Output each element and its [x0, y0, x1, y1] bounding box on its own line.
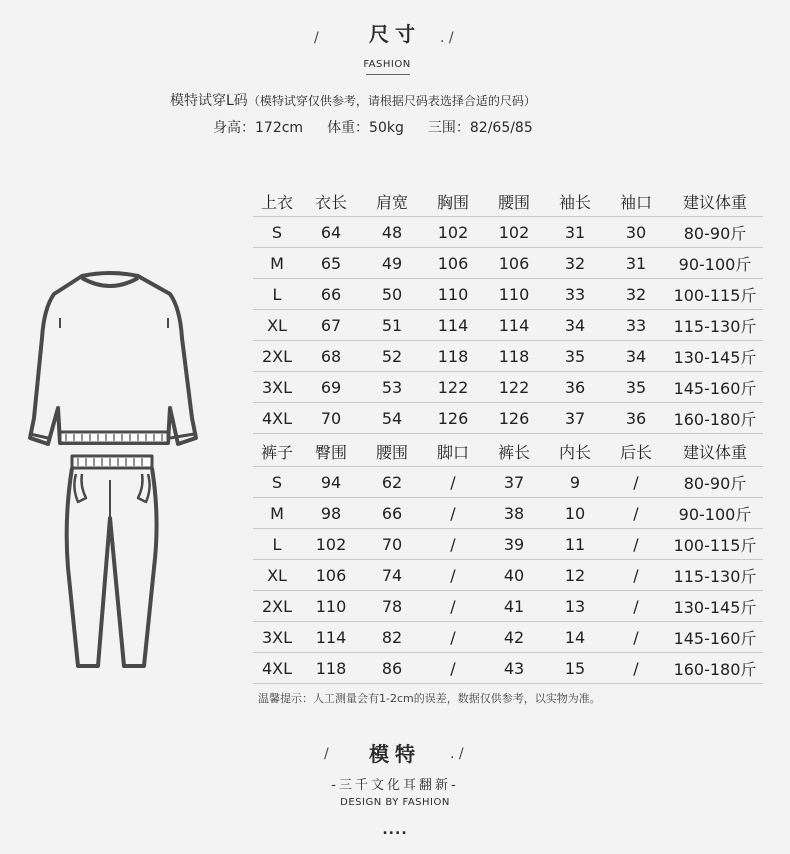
- top-table-cell: 114: [483, 310, 545, 341]
- pants-table-cell: /: [423, 498, 483, 529]
- pants-table-cell: L: [253, 529, 301, 560]
- top-table-cell: 34: [545, 310, 605, 341]
- top-table-cell: 49: [361, 248, 423, 279]
- top-table-cell: 66: [301, 279, 361, 310]
- top-table-cell: 4XL: [253, 403, 301, 434]
- pants-size-table-body: [253, 436, 763, 684]
- pants-table-cell: 70: [361, 529, 423, 560]
- top-table-cell: 145-160斤: [667, 372, 763, 403]
- model-height: 身高：172cm: [213, 120, 304, 136]
- pants-table-cell: 38: [483, 498, 545, 529]
- table-row: [253, 498, 763, 529]
- top-table-cell: 50: [361, 279, 423, 310]
- pants-table-cell: 10: [545, 498, 605, 529]
- top-table-header-cell: 袖口: [605, 186, 667, 217]
- pants-table-cell: /: [423, 653, 483, 684]
- pants-table-cell: 3XL: [253, 622, 301, 653]
- top-table-cell: L: [253, 279, 301, 310]
- top-table-cell: 118: [483, 341, 545, 372]
- top-table-cell: 35: [545, 341, 605, 372]
- top-table-cell: 69: [301, 372, 361, 403]
- top-table-cell: 52: [361, 341, 423, 372]
- pants-table-header-cell: 脚口: [423, 436, 483, 467]
- pants-table-cell: 14: [545, 622, 605, 653]
- footer-dots: ....: [382, 822, 408, 838]
- pants-table-cell: /: [605, 560, 667, 591]
- top-table-cell: 106: [423, 248, 483, 279]
- pants-table-header-cell: 后长: [605, 436, 667, 467]
- pants-table-header-cell: 裤长: [483, 436, 545, 467]
- top-table-cell: 36: [605, 403, 667, 434]
- table-row: [253, 653, 763, 684]
- table-row: [253, 403, 763, 434]
- page-subtitle: FASHION: [363, 59, 411, 70]
- top-table-cell: 33: [545, 279, 605, 310]
- pants-table-header-cell: 建议体重: [667, 436, 763, 467]
- top-table-cell: 102: [423, 217, 483, 248]
- model-try-on-line: [170, 90, 536, 110]
- pants-table-cell: /: [605, 467, 667, 498]
- table-row: [253, 560, 763, 591]
- footer-slash-right: . /: [450, 746, 464, 762]
- top-table-cell: 122: [423, 372, 483, 403]
- pants-table-cell: 37: [483, 467, 545, 498]
- top-table-cell: 37: [545, 403, 605, 434]
- model-section-title: 模特: [369, 742, 421, 766]
- table-row: [253, 372, 763, 403]
- pants-table-cell: /: [423, 529, 483, 560]
- pants-table-cell: 12: [545, 560, 605, 591]
- pants-table-cell: 94: [301, 467, 361, 498]
- top-table-cell: 65: [301, 248, 361, 279]
- pants-table-cell: 15: [545, 653, 605, 684]
- top-table-header-cell: 袖长: [545, 186, 605, 217]
- subtitle-underline: [366, 74, 410, 75]
- top-table-cell: 122: [483, 372, 545, 403]
- footer-slash-left: /: [324, 746, 329, 762]
- top-table-cell: 126: [483, 403, 545, 434]
- top-size-table-body: [253, 186, 763, 434]
- top-size-table: [253, 186, 763, 434]
- pants-table-cell: /: [423, 622, 483, 653]
- top-table-cell: 80-90斤: [667, 217, 763, 248]
- pants-icon: [67, 456, 157, 666]
- top-table-header-cell: 建议体重: [667, 186, 763, 217]
- pants-table-cell: S: [253, 467, 301, 498]
- pants-table-cell: 78: [361, 591, 423, 622]
- top-table-cell: 106: [483, 248, 545, 279]
- pants-table-cell: 100-115斤: [667, 529, 763, 560]
- top-table-cell: 2XL: [253, 341, 301, 372]
- pants-table-cell: 40: [483, 560, 545, 591]
- top-table-cell: 102: [483, 217, 545, 248]
- pants-table-cell: M: [253, 498, 301, 529]
- table-row: [253, 622, 763, 653]
- header-slash-right: . /: [440, 30, 454, 46]
- pants-table-cell: 115-130斤: [667, 560, 763, 591]
- top-table-header-cell: 衣长: [301, 186, 361, 217]
- pants-table-cell: 90-100斤: [667, 498, 763, 529]
- pants-table-cell: 39: [483, 529, 545, 560]
- top-table-cell: 30: [605, 217, 667, 248]
- top-table-header-row: [253, 186, 763, 217]
- pants-table-cell: 43: [483, 653, 545, 684]
- pants-table-cell: /: [423, 467, 483, 498]
- header-slash-left: /: [314, 30, 319, 46]
- top-table-cell: 100-115斤: [667, 279, 763, 310]
- top-table-header-cell: 上衣: [253, 186, 301, 217]
- top-table-header-cell: 胸围: [423, 186, 483, 217]
- top-table-cell: 70: [301, 403, 361, 434]
- table-row: [253, 248, 763, 279]
- top-table-cell: 64: [301, 217, 361, 248]
- top-table-cell: 68: [301, 341, 361, 372]
- top-table-cell: 34: [605, 341, 667, 372]
- table-row: [253, 279, 763, 310]
- pants-table-cell: 145-160斤: [667, 622, 763, 653]
- brand-tagline: DESIGN BY FASHION: [340, 797, 450, 808]
- table-row: [253, 467, 763, 498]
- table-row: [253, 310, 763, 341]
- measurement-tip: 温馨提示：人工测量会有1-2cm的误差，数据仅供参考，以实物为准。: [258, 692, 601, 705]
- top-table-cell: 32: [545, 248, 605, 279]
- top-table-cell: 51: [361, 310, 423, 341]
- pants-table-cell: 2XL: [253, 591, 301, 622]
- top-table-cell: S: [253, 217, 301, 248]
- pants-table-cell: 66: [361, 498, 423, 529]
- top-table-cell: 126: [423, 403, 483, 434]
- top-table-cell: 130-145斤: [667, 341, 763, 372]
- pants-table-cell: 62: [361, 467, 423, 498]
- pants-table-cell: 106: [301, 560, 361, 591]
- pants-table-header-cell: 裤子: [253, 436, 301, 467]
- pants-table-cell: /: [423, 560, 483, 591]
- top-table-cell: 67: [301, 310, 361, 341]
- pants-table-header-cell: 腰围: [361, 436, 423, 467]
- top-table-cell: 90-100斤: [667, 248, 763, 279]
- top-table-header-cell: 肩宽: [361, 186, 423, 217]
- top-table-cell: 53: [361, 372, 423, 403]
- pants-table-cell: /: [605, 622, 667, 653]
- pants-table-cell: 86: [361, 653, 423, 684]
- pants-table-cell: 42: [483, 622, 545, 653]
- page-title: 尺寸: [369, 22, 421, 46]
- top-table-cell: 31: [545, 217, 605, 248]
- pants-table-cell: 9: [545, 467, 605, 498]
- top-table-cell: 160-180斤: [667, 403, 763, 434]
- pants-size-table: [253, 436, 763, 684]
- top-table-cell: 3XL: [253, 372, 301, 403]
- pants-table-cell: /: [605, 591, 667, 622]
- top-table-cell: 31: [605, 248, 667, 279]
- top-table-cell: 118: [423, 341, 483, 372]
- top-table-cell: 114: [423, 310, 483, 341]
- pants-table-cell: 80-90斤: [667, 467, 763, 498]
- pants-table-cell: /: [423, 591, 483, 622]
- pants-table-cell: 160-180斤: [667, 653, 763, 684]
- model-weight: 体重：50kg: [327, 120, 404, 136]
- top-table-cell: 54: [361, 403, 423, 434]
- model-note: （模特试穿仅供参考，请根据尺码表选择合适的尺码）: [247, 94, 536, 108]
- pants-table-cell: 4XL: [253, 653, 301, 684]
- pants-table-cell: 74: [361, 560, 423, 591]
- pants-table-header-row: [253, 436, 763, 467]
- table-row: [253, 217, 763, 248]
- top-table-cell: 36: [545, 372, 605, 403]
- pants-table-header-cell: 内长: [545, 436, 605, 467]
- pants-table-cell: 41: [483, 591, 545, 622]
- top-table-cell: XL: [253, 310, 301, 341]
- top-table-cell: 110: [483, 279, 545, 310]
- sweatshirt-icon: [30, 273, 196, 444]
- pants-table-cell: /: [605, 529, 667, 560]
- brand-name: -三千文化耳翻新-: [331, 778, 459, 793]
- model-measurements: 三围：82/65/85: [427, 120, 533, 136]
- pants-table-cell: 118: [301, 653, 361, 684]
- garment-illustration: [20, 268, 200, 673]
- table-row: [253, 341, 763, 372]
- pants-table-cell: 82: [361, 622, 423, 653]
- pants-table-header-cell: 臀围: [301, 436, 361, 467]
- pants-table-cell: 102: [301, 529, 361, 560]
- top-table-cell: 35: [605, 372, 667, 403]
- model-stats: [213, 117, 557, 137]
- table-row: [253, 591, 763, 622]
- pants-table-cell: 98: [301, 498, 361, 529]
- pants-table-cell: 11: [545, 529, 605, 560]
- top-table-cell: 110: [423, 279, 483, 310]
- pants-table-cell: 114: [301, 622, 361, 653]
- top-table-cell: 48: [361, 217, 423, 248]
- pants-table-cell: XL: [253, 560, 301, 591]
- pants-table-cell: 13: [545, 591, 605, 622]
- top-table-cell: M: [253, 248, 301, 279]
- model-try-on: 模特试穿L码: [170, 93, 248, 109]
- pants-table-cell: /: [605, 653, 667, 684]
- table-row: [253, 529, 763, 560]
- pants-table-cell: 130-145斤: [667, 591, 763, 622]
- top-table-cell: 32: [605, 279, 667, 310]
- pants-table-cell: /: [605, 498, 667, 529]
- top-table-header-cell: 腰围: [483, 186, 545, 217]
- pants-table-cell: 110: [301, 591, 361, 622]
- top-table-cell: 115-130斤: [667, 310, 763, 341]
- top-table-cell: 33: [605, 310, 667, 341]
